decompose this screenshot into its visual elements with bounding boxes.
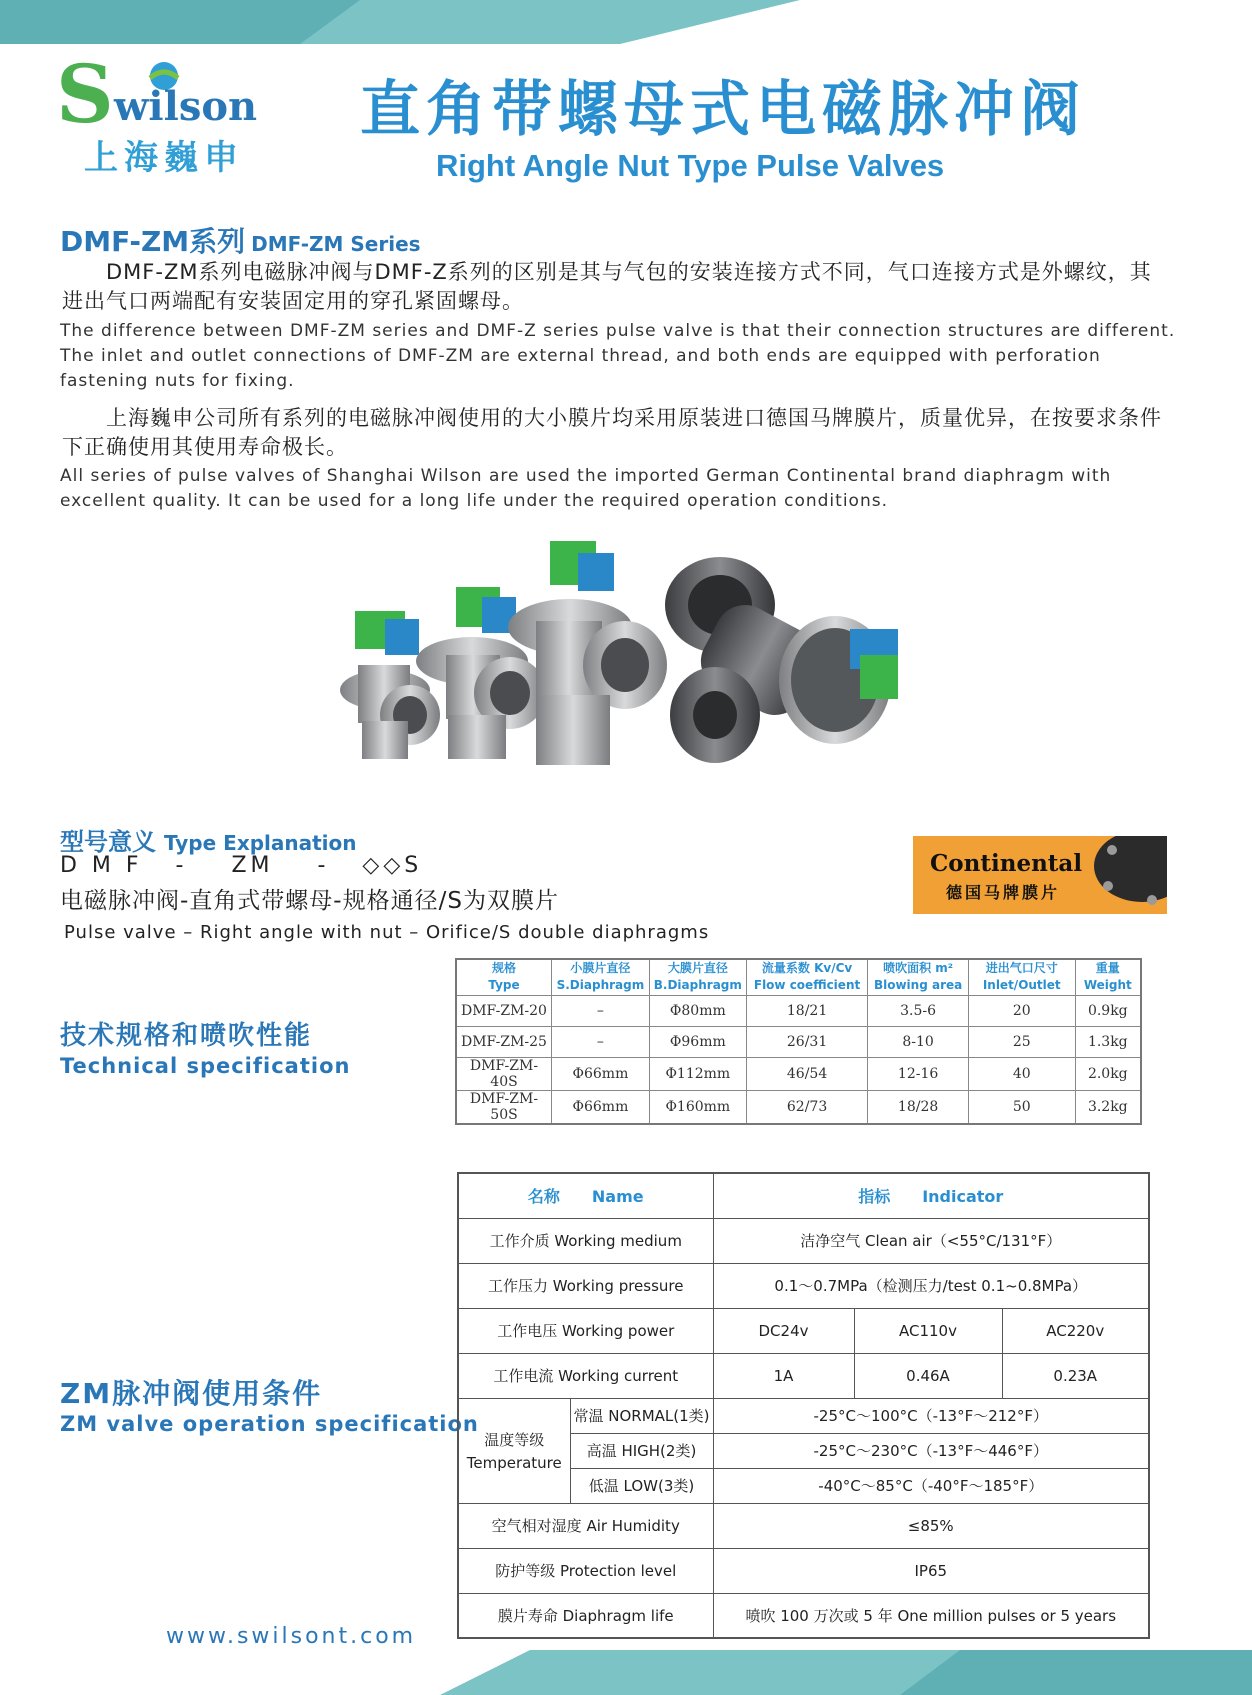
- intro-para1-en: The difference between DMF-ZM series and DMF-Z series pulse valve is that their connection structures are different. The inlet and outlet connections of DMF-ZM are external thread, and both ends are equipped with perforation fastening nuts for fixing.: [60, 321, 1176, 391]
- row-working-medium: 工作介质 Working medium 洁净空气 Clean air（<55°C/131°F）: [458, 1218, 1149, 1263]
- series-heading: DMF-ZM系列 DMF-ZM Series: [60, 225, 421, 258]
- row-working-current: 工作电流 Working current 1A 0.46A 0.23A: [458, 1353, 1149, 1398]
- model-meaning-cn: 电磁脉冲阀-直角式带螺母-规格通径/S为双膜片: [60, 888, 559, 914]
- type-explanation-heading: 型号意义 Type Explanation: [60, 828, 357, 856]
- continental-brand-name: Continental: [930, 850, 1083, 877]
- row-protection-level: 防护等级 Protection level IP65: [458, 1548, 1149, 1593]
- col-s-diaphragm: 小膜片直径 S.Diaphragm: [551, 959, 649, 995]
- row-temperature-low: 低温 LOW(3类) -40°C～85°C（-40°F～185°F）: [458, 1468, 1149, 1503]
- top-decor-band: [0, 0, 1252, 44]
- svg-text:wilson: wilson: [114, 83, 258, 130]
- svg-text:S: S: [56, 56, 114, 141]
- col-type: 规格 Type: [456, 959, 551, 995]
- row-diaphragm-life: 膜片寿命 Diaphragm life 喷吹 100 万次或 5 年 One million pulses or 5 years: [458, 1593, 1149, 1638]
- row-temperature-normal: 温度等级 Temperature 常温 NORMAL(1类) -25°C～100°C（-13°F～212°F）: [458, 1398, 1149, 1433]
- operation-conditions-table: [457, 1172, 1150, 1639]
- page-title-en: Right Angle Nut Type Pulse Valves: [436, 148, 945, 183]
- row-working-pressure: 工作压力 Working pressure 0.1～0.7MPa（检测压力/test 0.1~0.8MPa）: [458, 1263, 1149, 1308]
- technical-spec-table: [455, 958, 1142, 1125]
- diaphragm-image: [1082, 836, 1167, 914]
- table-row: DMF-ZM-20 – Φ80mm 18/21 3.5-6 20 0.9kg: [456, 995, 1141, 1026]
- operation-spec-heading: ZM脉冲阀使用条件 ZM valve operation specification: [60, 1377, 479, 1436]
- temperature-label: 温度等级 Temperature: [458, 1398, 570, 1503]
- table-row: DMF-ZM-40S Φ66mm Φ112mm 46/54 12-16 40 2.0kg: [456, 1057, 1141, 1090]
- intro-para2-cn: 上海巍申公司所有系列的电磁脉冲阀使用的大小膜片均采用原装进口德国马牌膜片，质量优异，在按要求条件下正确使用其使用寿命极长。: [62, 406, 1162, 459]
- website-url[interactable]: www.swilsont.com: [166, 1624, 417, 1649]
- intro-para2-en: All series of pulse valves of Shanghai Wilson are used the imported German Continental brand diaphragm with excellent quality. It can be used for a long life under the required operation conditions.: [60, 466, 1112, 511]
- model-code: D M F - ZM - ◇◇S: [60, 853, 423, 878]
- continental-caption: 德国马牌膜片: [946, 883, 1061, 902]
- row-air-humidity: 空气相对湿度 Air Humidity ≤85%: [458, 1503, 1149, 1548]
- col-blowing-area: 喷吹面积 m² Blowing area: [868, 959, 969, 995]
- row-working-power: 工作电压 Working power DC24v AC110v AC220v: [458, 1308, 1149, 1353]
- bottom-decor-band: [0, 1650, 1252, 1695]
- table-row: DMF-ZM-50S Φ66mm Φ160mm 62/73 18/28 50 3.2kg: [456, 1090, 1141, 1124]
- logo-chinese-name: 上海巍申: [84, 138, 244, 178]
- col-inlet-outlet: 进出气口尺寸 Inlet/Outlet: [968, 959, 1075, 995]
- page-title-cn: 直角带螺母式电磁脉冲阀: [360, 75, 1086, 145]
- row-temperature-high: 高温 HIGH(2类) -25°C～230°C（-13°F～446°F）: [458, 1433, 1149, 1468]
- spec-table-header: [456, 959, 1141, 995]
- table-row: DMF-ZM-25 – Φ96mm 26/31 8-10 25 1.3kg: [456, 1026, 1141, 1057]
- col-weight: 重量 Weight: [1075, 959, 1141, 995]
- col-flow-coefficient: 流量系数 Kv/Cv Flow coefficient: [746, 959, 868, 995]
- col-b-diaphragm: 大膜片直径 B.Diaphragm: [649, 959, 746, 995]
- intro-para1-cn: DMF-ZM系列电磁脉冲阀与DMF-Z系列的区别是其与气包的安装连接方式不同，气口连接方式是外螺纹，其进出气口两端配有安装固定用的穿孔紧固螺母。: [62, 260, 1152, 313]
- technical-spec-heading: 技术规格和喷吹性能 Technical specification: [60, 1021, 351, 1078]
- model-meaning-en: Pulse valve – Right angle with nut – Orifice/S double diaphragms: [64, 922, 710, 943]
- conditions-header: 名称 Name 指标 Indicator: [458, 1173, 1149, 1218]
- valve-product-image: [330, 535, 970, 775]
